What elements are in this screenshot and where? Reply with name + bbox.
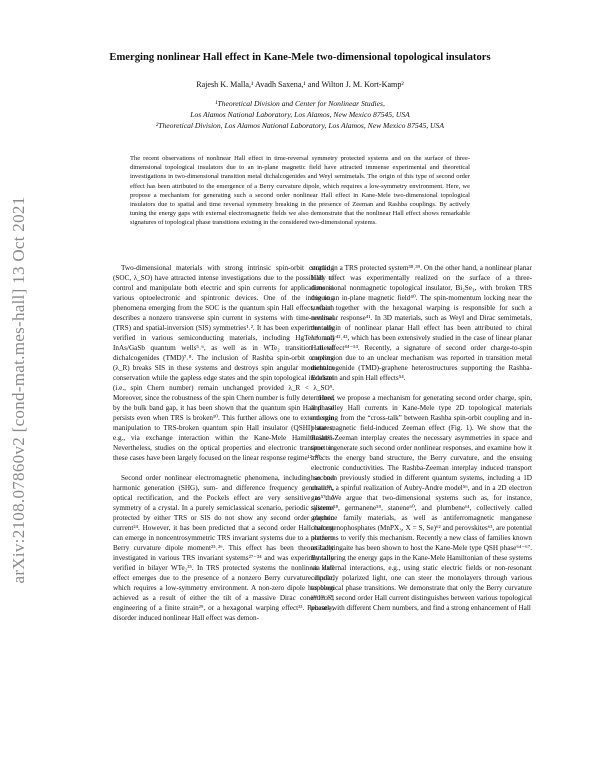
paper-title: Emerging nonlinear Hall effect in Kane-Mele two-dimensional topological insulators — [109, 52, 491, 63]
paragraph: Here, we propose a mechanism for generating second order charge, spin, and valley Hall currents in Kane-Mele type 2D topological materials emerging from the “cross-talk” between Rashba spin-orbit coupling and in-plane magnetic field-induced Zeeman effect (Fig. 1). We show that the Rashba-Zeeman interplay creates the necessary asymmetries in space and time to generate such second order nonlinear responses, and examine how it affects the energy band structure, the Berry curvature, and the ensuing electronic conductivities. The Rashba-Zeeman interplay induced transport has been previously studied in different quantum systems, including a 1D chain⁵⁵, a spinful realization of Aubry-Andre model⁵⁶, and in a 2D electron gas⁵⁷. We argue that two-dimensional systems such as, for instance, silicene⁵⁸, germanene⁵⁹, stanene⁶⁰, and plumbene⁶¹, collectively called graphene family materials, as well as antiferromagnetic manganese chalcogenophosphates (MnPX₃, X = S, Se)⁶² and perovskites⁶³, are potential platforms to verify this mechanism. Recently a new class of families known as Jacutingaite has been shown to host the Kane-Mele type QSH phase⁶⁴⁻⁶⁷. By tailoring the energy gaps in the Kane-Mele Hamiltonian of these systems via external interactions, e.g., using static electric fields or non-resonant circularly polarized light, one can steer the monolayers through various topological phase transitions. We demonstrate that only the Berry curvature induced second order Hall current distinguishes between various topological phases with different Chern numbers, and find a strong enhancement of Hall — [311, 394, 532, 612]
paragraph: Two-dimensional materials with strong intrinsic spin-orbit coupling (SOC, λ_SO) have attracted intense investigations due to the possibility to control and manipulate both electric and spin currents for applications in various optoelectronic and spintronic devices. One of the intriguing phenomena emerging from the SOC is the quantum spin Hall effect, which describes a nonzero transverse spin current in systems with time-reversal (TRS) and spatial-inversion (SIS) symmetries¹˒². It has been experimentally verified in various semiconducting materials, including HgTe³˒⁴ and InAs/GaSb quantum wells⁵˒⁶, as well as in WTe₂ transition metal dichalcogenides (TMD)⁷˒⁸. The inclusion of Rashba spin-orbit coupling (λ_R) breaks SIS in these systems and destroys spin angular momentum conservation while the gapless edge states and the spin topological invariant (i.e., spin Chern number) remain unchanged provided λ_R < λ_SO⁹. Moreover, since the robustness of the spin Chern number is fully determined by the bulk band gap, it has been shown that the quantum spin Hall phase persists even when TRS is broken¹⁰. This further allows one to extend spin manipulation to TRS-broken quantum spin Hall insulator (QSHI) states, e.g., via exchange interaction within the Kane-Mele Hamiltonian¹¹. Nevertheless, studies on the optical properties and electronic transport in these cases have been largely focused on the linear response regime¹²⁻¹⁷. — [113, 264, 334, 462]
body-column-right — [311, 263, 532, 613]
author-list: Rajesh K. Malla,¹ Avadh Saxena,¹ and Wilton J. M. Kort-Kamp² — [196, 80, 404, 89]
arxiv-identifier — [2, 180, 36, 600]
paragraph: Second order nonlinear electromagnetic phenomena, including second harmonic generation (SHG), sum- and difference frequency generation, optical rectification, and the Pockels effect are very sensitive to the symmetry of a crystal. In a purely semiclassical scenario, periodic systems protected by either TRS or SIS do not show any second order electric current²⁴. However, it has been predicted that a second order Hall current can emerge in noncentrosymmetric TRS invariant systems due to a nonzero Berry curvature dipole moment²⁵˒²⁶. This effect has been theoretically investigated in various TRS invariant systems²⁷⁻³⁴ and was experimentally verified in bilayer WTe₂³⁵. In TRS protected systems the nonlinear Hall effect emerges due to the presence of a nonzero Berry curvature dipole, which requires a low-symmetry environment. A non-zero dipole has been achieved as a result of either the tilt of a massive Dirac cone²⁶˒³⁶˒³⁷, engineering of a finite strain²⁹, or a hexagonal warping effect³³. Recently, disorder induced nonlinear Hall effect was demon- — [113, 474, 334, 622]
arxiv-identifier-text: arXiv:2108.07860v2 [cond-mat.mes-hall] 13 Oct 2021 — [9, 196, 28, 584]
abstract: The recent observations of nonlinear Hall effect in time-reversal symmetry protected systems and on the surface of three-dimensional topological insulators due to an in-plane magnetic field have attracted immense experimental and theoretical investigations in two-dimensional transition metal dichalcogenides and Weyl semimetals. The origin of this type of second order effect has been attributed to the emergence of a Berry curvature dipole, which requires a low-symmetry environment. Here, we propose a mechanism for generating such a second order nonlinear Hall effect in Kane-Mele two-dimensional topological insulators due to spatial and time reversal symmetry breaking in the presence of Zeeman and Rashba couplings. By actively tuning the energy gaps with external electromagnetic fields we also demonstrate that the nonlinear Hall effect shows remarkable signatures of topological phase transitions existing in the considered two-dimensional systems. — [130, 155, 470, 227]
paragraph: strated in a TRS protected system³⁸˒³⁹. On the other hand, a nonlinear planar Hall effect was experimentally realized on the surface of a three-dimensional nonmagnetic topological insulator, Bi₂Se₃, with broken TRS due to an in-plane magnetic field⁴⁰. The spin-momentum locking near the surface together with the hexagonal warping is responsible for such a nonlinear response⁴¹. In 3D materials, such as Weyl and Dirac semimetals, the origin of nonlinear planar Hall effect has been attributed to chiral anomaly⁴²˒⁴³, which has been extensively studied in the case of linear planar Hall effect⁴⁴⁻⁵³. Recently, a signature of second order charge-to-spin conversion due to an unclear mechanism was reported in transition metal dichalcogenide (TMD)-graphene heterostructures supporting the Rashba-Edelstein and spin Hall effects⁵⁴. — [311, 264, 532, 382]
affiliation-1-line-1: ¹Theoretical Division and Center for Nonlinear Studies, — [215, 99, 385, 108]
body-column-left — [113, 263, 334, 623]
affiliation-2: ²Theoretical Division, Los Alamos National Laboratory, Los Alamos, New Mexico 87545, USA — [156, 121, 444, 130]
affiliation-1-line-2: Los Alamos National Laboratory, Los Alamos, New Mexico 87545, USA — [190, 110, 410, 119]
